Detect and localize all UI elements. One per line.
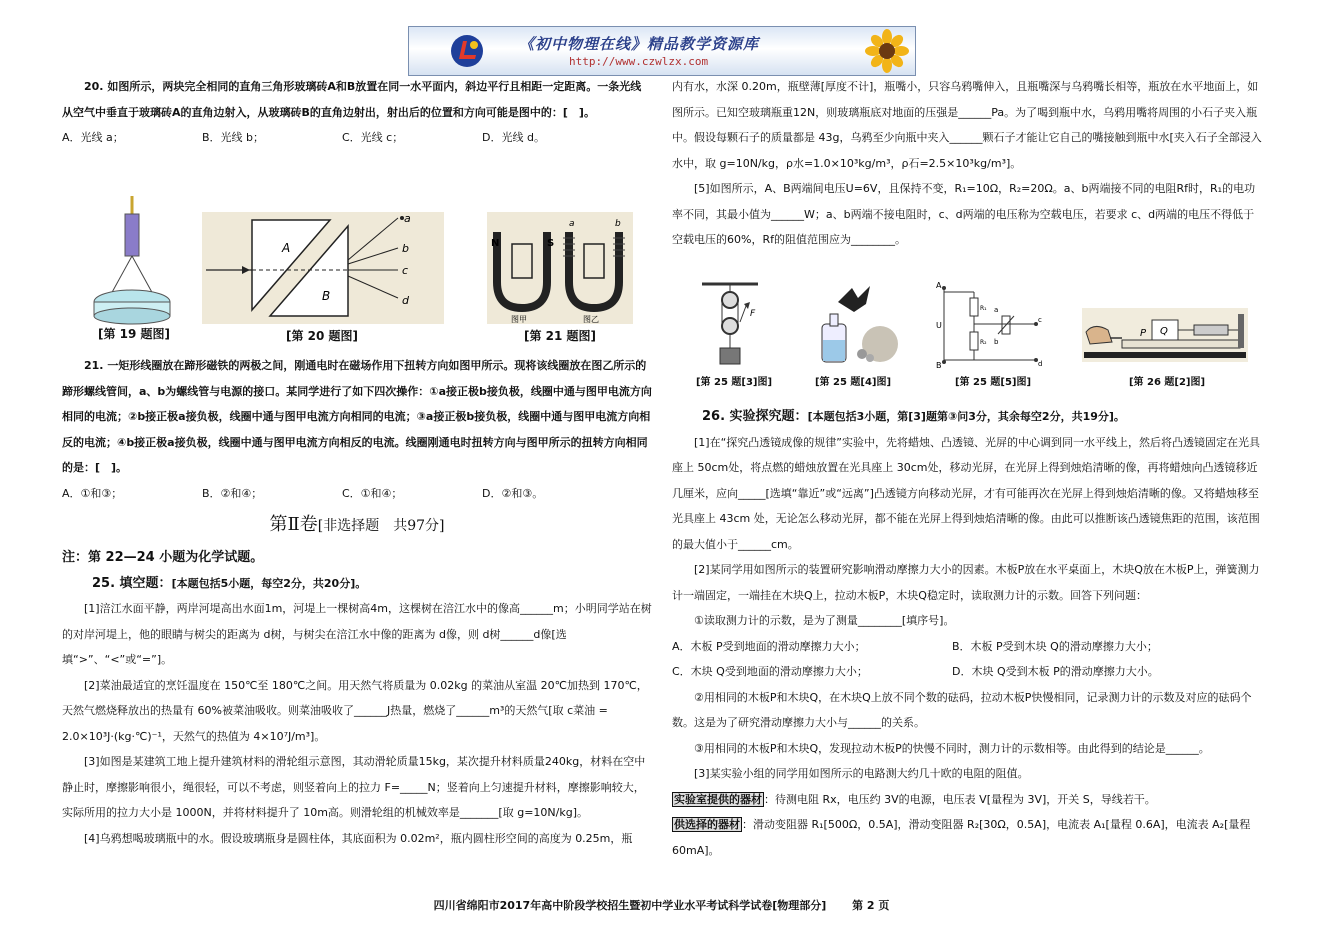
svg-text:b: b	[994, 338, 999, 346]
svg-text:a: a	[994, 306, 999, 314]
right-column-top	[672, 74, 1262, 253]
q21-option-a: A．①和③；	[62, 486, 123, 500]
fig21-label-b: 图乙	[583, 315, 599, 324]
q20-text: 20. 如图所示，两块完全相同的直角三角形玻璃砖A和B放置在同一水平面内，斜边平行且相距一定距离。一条光线从空气中垂直于玻璃砖A的直角边射入，从玻璃砖B的直角边射出，射出后的位置和方向可能是图中的：[ ]。	[62, 80, 642, 119]
svg-text:Q: Q	[1160, 326, 1168, 337]
section2-heading	[62, 510, 652, 541]
fig25-5-caption: [第 25 题[5]图]	[954, 377, 1032, 388]
svg-text:c: c	[402, 264, 409, 277]
q26-2-option-c: C．木块 Q受到地面的滑动摩擦力大小；	[672, 665, 868, 678]
q20-option-c: C．光线 c；	[342, 131, 404, 144]
left-column-top	[62, 74, 652, 151]
q26-2-options-row1	[672, 634, 1262, 660]
svg-text:F: F	[750, 309, 756, 319]
banner-title: 《初中物理在线》精品教学资源库	[519, 35, 760, 53]
choose-equipment-label: 供选择的器材	[674, 818, 740, 831]
fig20-diagram	[202, 212, 444, 324]
q26-2c-text: ③用相同的木板P和木块Q，发现拉动木板P的快慢不同时，测力计的示数相等。由此得到的结论是______。	[694, 741, 1210, 755]
q20-option-d: D．光线 d。	[482, 131, 545, 144]
section2-main: 第Ⅱ卷	[269, 514, 318, 535]
fig20-caption: [第 20 题图]	[285, 329, 359, 343]
header-banner	[408, 26, 916, 76]
svg-text:B: B	[936, 361, 942, 370]
left-column-bottom	[62, 353, 652, 851]
svg-text:d: d	[1038, 360, 1043, 368]
fig25-5-circuit-diagram	[936, 282, 1046, 368]
q21-option-b: B．②和④；	[202, 486, 263, 500]
svg-text:b: b	[615, 219, 621, 229]
svg-text:N: N	[491, 238, 500, 249]
q21-option-c: C．①和④；	[342, 486, 403, 500]
svg-text:a: a	[404, 212, 411, 225]
fig26-2-caption: [第 26 题[2]图]	[1128, 377, 1206, 388]
q26-3-text: [3]某实验小组的同学用如图所示的电路测大约几十欧的电阻的阻值。	[694, 767, 1029, 780]
q21-options	[62, 481, 652, 507]
q25-5-text: [5]如图所示，A、B两端间电压U=6V，且保持不变，R₁=10Ω，R₂=20Ω。a、b两端接不同的电阻Rf时，R₁的电功率不同，其最小值为______W；a、b两端不接电阻时，c、d两端的电压称为空载电压，若要求 c、d两端的电压不得低于空载电压的60%，Rf的阻值范围应为________。	[672, 182, 1256, 246]
q26-1-text: [1]在“探究凸透镜成像的规律”实验中，先将蜡烛、凸透镜、光屏的中心调到同一水平线上，然后将凸透镜固定在光具座上 50cm处，将点燃的蜡烛放置在光具座上 30cm处，移动光屏，在光屏上得到烛焰清晰的像，再将蜡烛向凸透镜移近几厘米，应向_____[选填“靠近”或“远离”]凸透镜方向移动光屏，才有可能再次在光屏上得到烛焰清晰的像。又将蜡烛移至光具座上 43cm 处，无论怎么移动光屏，都不能在光屏上得到烛焰清晰的像。由此可以推断该凸透镜焦距的范围，该范围的最大值小于______cm。	[672, 435, 1260, 551]
fig25-4-crow-diagram	[808, 284, 898, 366]
q25-2-text: [2]菜油最适宜的烹饪温度在 150℃至 180℃之间。用天然气将质量为 0.02kg 的菜油从室温 20℃加热到 170℃，天然气燃烧释放出的热量有 60%被菜油吸收。则菜油吸收了______J热量，燃烧了______m³的天然气[取 c菜油 = 2.0×10³J·(kg·℃)⁻¹，天然气的热值为 4×10⁷J/m³]。	[62, 678, 648, 743]
sunflower-icon	[865, 29, 909, 73]
svg-text:U: U	[936, 321, 942, 330]
right-column-bottom	[672, 404, 1262, 863]
equipment-text: ：待测电阻 Rx，电压约 3V的电源，电压表 V[量程为 3V]，开关 S，导线若干。	[764, 792, 1156, 806]
footer-title: 四川省绵阳市2017年高中阶段学校招生暨初中学业水平考试科学试卷[物理部分]	[433, 899, 827, 912]
svg-text:b: b	[402, 242, 409, 255]
fig19-diagram	[92, 196, 172, 326]
chemistry-note: 注：第 22—24 小题为化学试题。	[62, 550, 264, 565]
q25-4-continued: 内有水，水深 0.20m，瓶壁薄[厚度不计]，瓶嘴小，只容乌鸦嘴伸入，且瓶嘴深与乌鸦嘴长相等，瓶放在水平地面上，如图所示。已知空玻璃瓶重12N，则玻璃瓶底对地面的压强是______Pa。为了喝到瓶中水，乌鸦用嘴将周围的小石子夹入瓶中。假设每颗石子的质量都是 43g，乌鸦至少向瓶中夹入______颗石子才能让它自己的嘴接触到瓶中水[夹入石子全部浸入水中，取 g=10N/kg，ρ水=1.0×10³kg/m³，ρ石=2.5×10³kg/m³]。	[672, 80, 1262, 170]
svg-text:d: d	[402, 294, 409, 307]
fig25-4-caption: [第 25 题[4]图]	[814, 377, 892, 388]
q26-2-text: [2]某同学用如图所示的装置研究影响滑动摩擦力大小的因素。木板P放在水平桌面上，木块Q放在木板P上，弹簧测力计一端固定，一端挂在木块Q上，拉动木板P，木块Q稳定时，读取测力计的示数。回答下列问题：	[672, 563, 1260, 602]
q25-1-text: [1]涪江水面平静，两岸河堤高出水面1m，河堤上一棵树高4m，这棵树在涪江水中的像高______m；小明同学站在树的对岸河堤上，他的眼睛与树尖的距离为 d树，与树尖在涪江水中像的距离为 d像，则 d树______d像[选填“>”、“<”或“=”]。	[62, 602, 652, 666]
q26-title: 26. 实验探究题：	[702, 409, 808, 424]
svg-text:a: a	[569, 219, 575, 229]
banner-url: http://www.czwlzx.com	[569, 55, 709, 68]
svg-text:S: S	[547, 238, 555, 249]
q25-title: 25. 填空题：	[92, 575, 172, 591]
choose-equipment-text: ：滑动变阻器 R₁[500Ω，0.5A]，滑动变阻器 R₂[30Ω，0.5A]，电流表 A₁[量程 0.6A]，电流表 A₂[量程 60mA]。	[672, 818, 1251, 857]
fig26-2-friction-diagram	[1082, 308, 1248, 362]
q20-options	[62, 125, 652, 151]
svg-text:R₁: R₁	[980, 305, 987, 312]
svg-text:A: A	[282, 241, 291, 255]
q21-option-d: D．②和③。	[482, 486, 544, 500]
fig21-label-a: 图甲	[511, 315, 527, 324]
page-number: 第 2 页	[852, 899, 890, 912]
q25-3-text: [3]如图是某建筑工地上提升建筑材料的滑轮组示意图，其动滑轮质量15kg，某次提升材料质量240kg，材料在空中静止时，摩擦影响很小，绳很轻，可以不考虑，则竖着向上的拉力 F=_____N；竖着向上匀速提升材料，摩擦影响较大，实际所用的拉力大小是 1000N，并将材料提升了 10m高。则滑轮组的机械效率是_______[取 g=10N/kg]。	[62, 755, 646, 819]
fig25-3-caption: [第 25 题[3]图]	[695, 377, 773, 388]
q20-option-a: A．光线 a；	[62, 131, 124, 144]
fig25-3-pulley-diagram	[700, 282, 760, 368]
svg-text:B: B	[322, 289, 331, 303]
site-logo-icon	[449, 33, 485, 69]
q26-2b-text: ②用相同的木板P和木块Q，在木块Q上放不同个数的砝码，拉动木板P快慢相同，记录测力计的示数及对应的砝码个数。这是为了研究滑动摩擦力大小与______的关系。	[672, 690, 1252, 729]
fig21-caption: [第 21 题图]	[523, 329, 597, 343]
q26-note: [本题包括3小题，第[3]题第③问3分，其余每空2分，共19分]。	[807, 410, 1125, 423]
svg-text:A: A	[936, 281, 942, 290]
equipment-label: 实验室提供的器材	[674, 792, 762, 806]
svg-text:P: P	[1140, 328, 1147, 339]
fig19-caption: [第 19 题图]	[97, 327, 171, 341]
q25-note: [本题包括5小题，每空2分，共20分]。	[171, 576, 367, 590]
q26-2-option-b: B．木板 P受到木块 Q的滑动摩擦力大小；	[952, 639, 1158, 653]
q26-2a-text: ①读取测力计的示数，是为了测量________[填序号]。	[694, 614, 955, 627]
page-footer	[0, 897, 1323, 913]
q25-4-text: [4]乌鸦想喝玻璃瓶中的水。假设玻璃瓶身是圆柱体，其底面积为 0.02m²，瓶内圆柱形空间的高度为 0.25m，瓶	[84, 831, 633, 845]
q21-text: 21. 一矩形线圈放在蹄形磁铁的两极之间，刚通电时在磁场作用下扭转方向如图甲所示。现将该线圈放在图乙所示的蹄形螺线管间，a、b为螺线管与电源的接口。某同学进行了如下四次操作：①a接正极b接负极，线圈中通与图甲电流方向相同的电流；②b接正极a接负极，线圈中通与图甲电流方向相同的电流；③a接正极b接负极，线圈中通与图甲电流方向相反的电流；④b接正极a接负极，线圈中通与图甲电流方向相反的电流。线圈刚通电时扭转方向与图甲所示的扭转方向相同的是：[ ]。	[62, 359, 652, 474]
q26-2-options-row2	[672, 659, 1262, 685]
section2-sub: [非选择题 共97分]	[317, 518, 445, 534]
svg-text:R₂: R₂	[980, 339, 987, 346]
q26-2-option-a: A．木板 P受到地面的滑动摩擦力大小；	[672, 639, 866, 653]
svg-text:c: c	[1038, 316, 1042, 324]
fig21-diagram	[487, 212, 633, 324]
q20-option-b: B．光线 b；	[202, 131, 265, 144]
q26-2-option-d: D．木块 Q受到木板 P的滑动摩擦力大小。	[952, 665, 1159, 678]
